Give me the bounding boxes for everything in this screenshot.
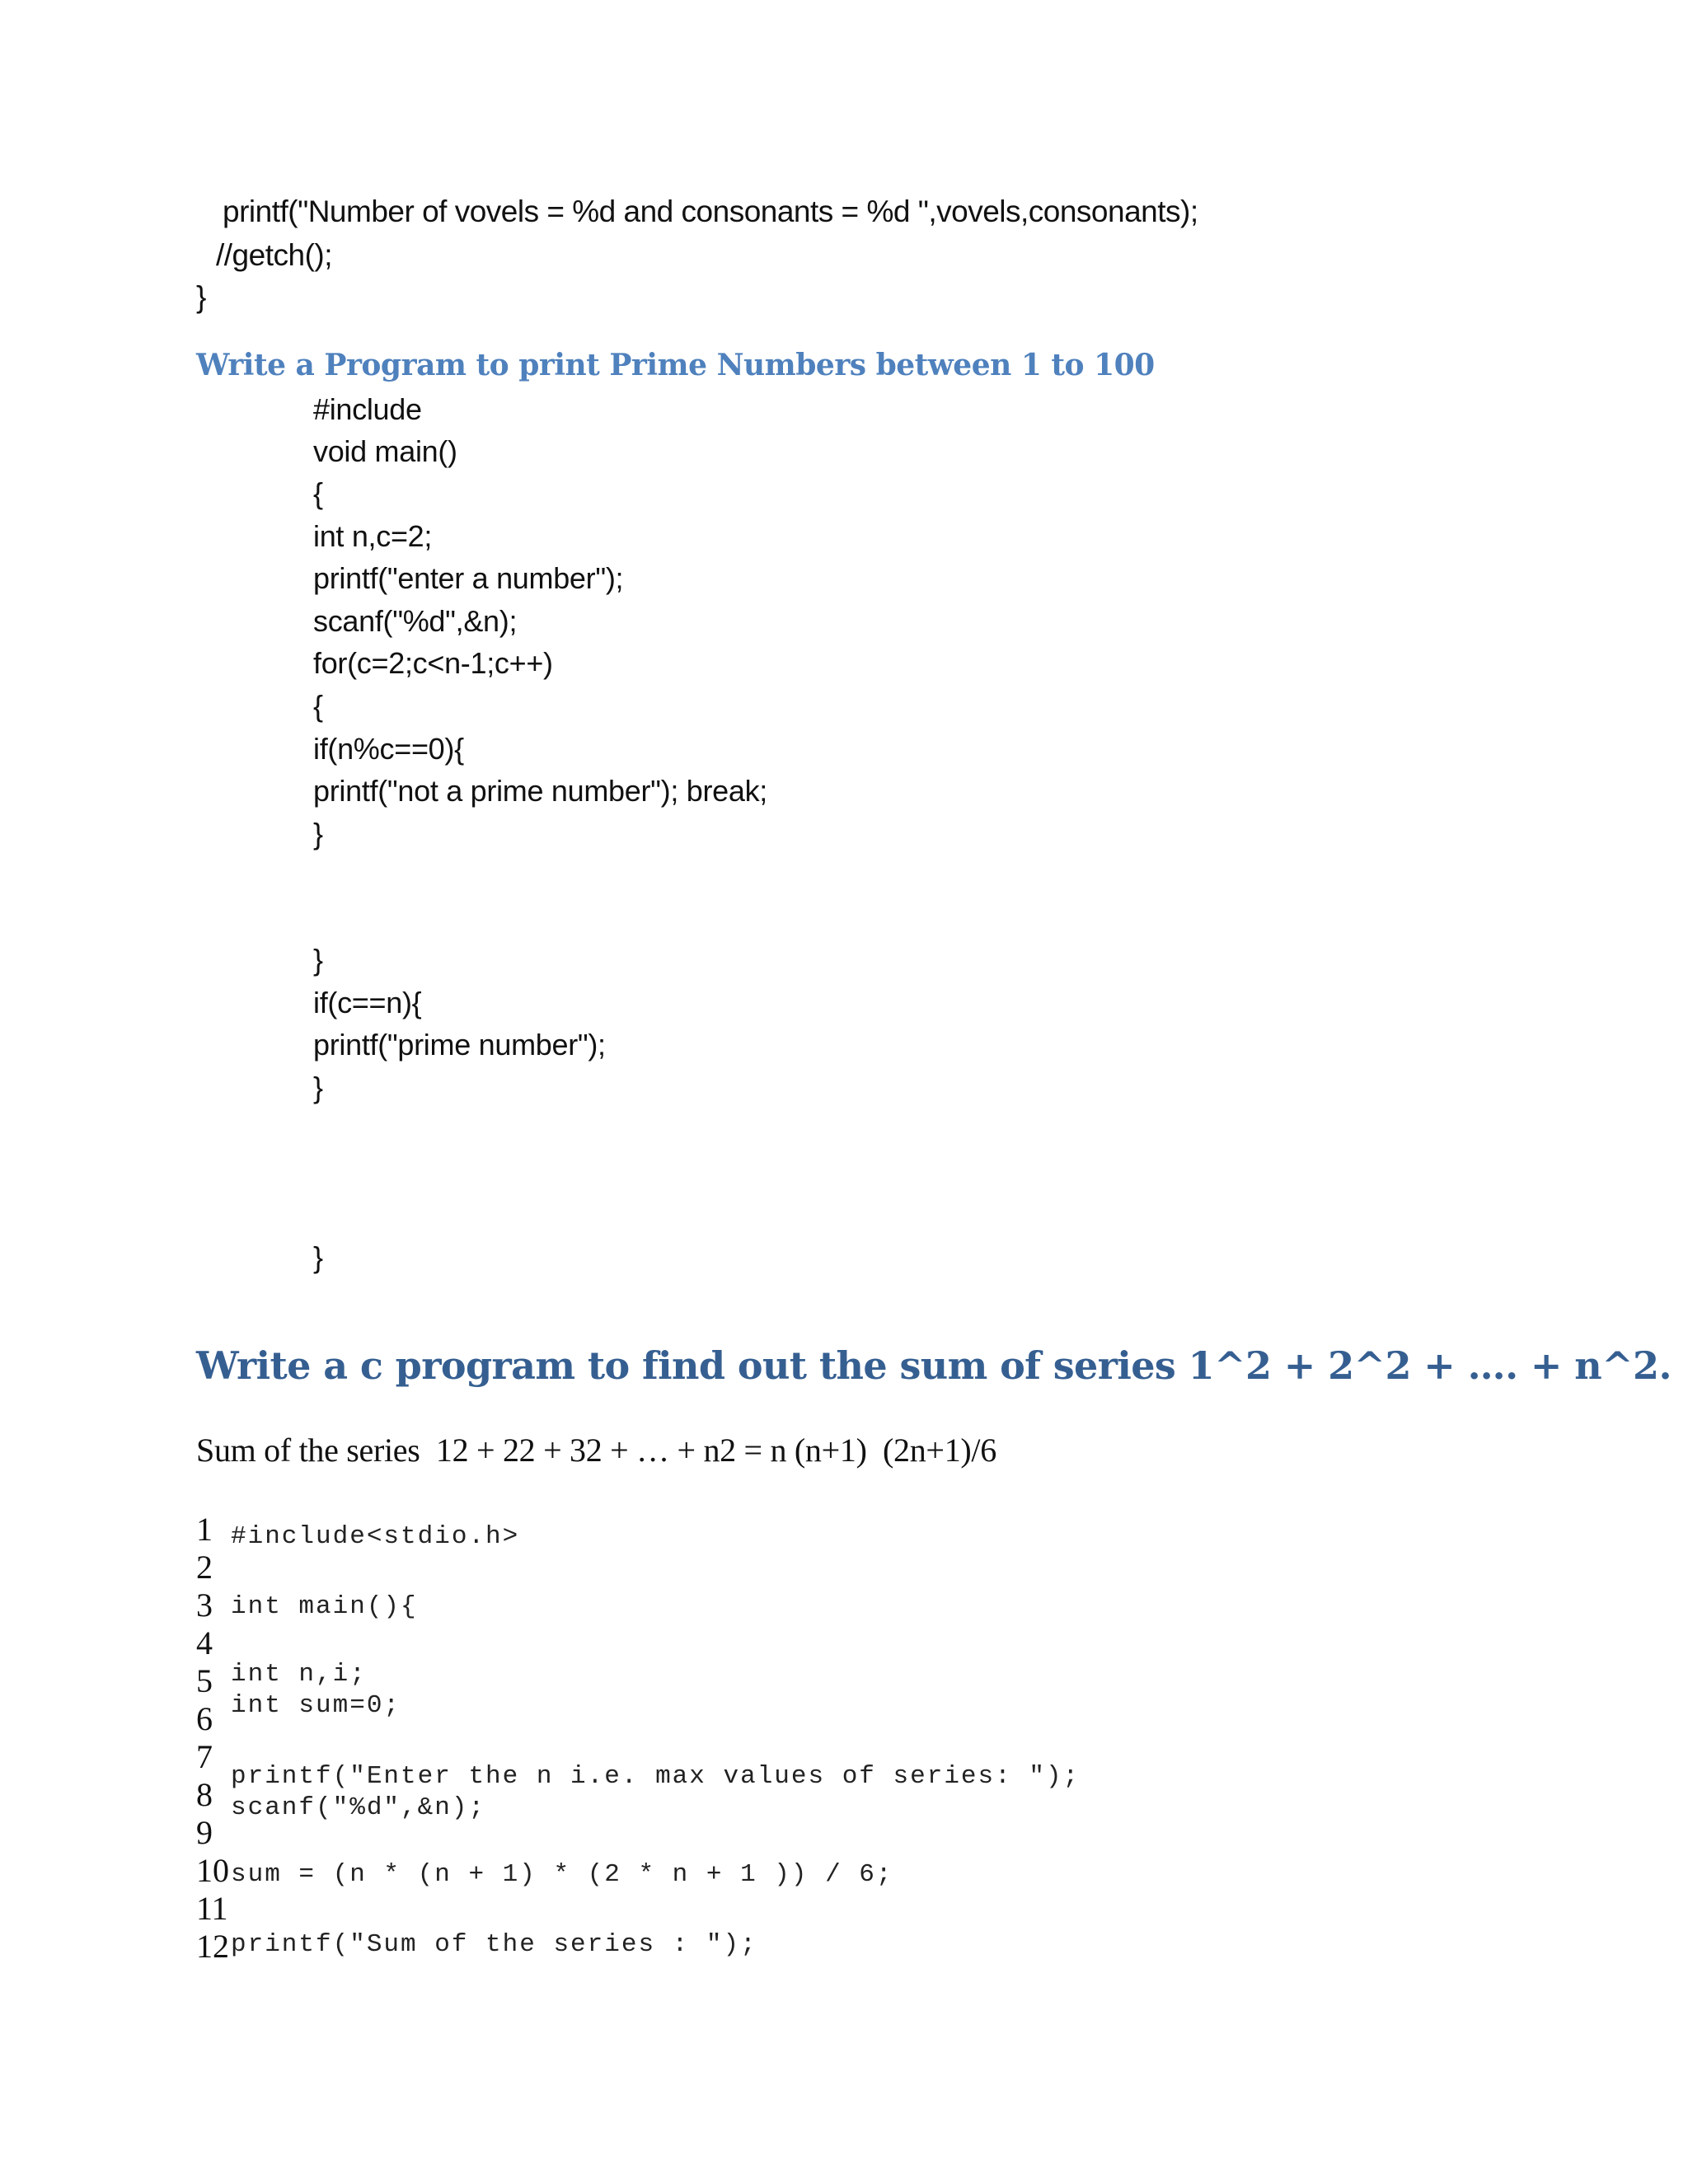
section-heading-series: Write a c program to find out the sum of series 1^2 + 2^2 + …. + n^2. <box>196 1343 1672 1388</box>
line-number: 2 <box>196 1549 213 1586</box>
code-line: int main(){ <box>231 1592 418 1621</box>
line-number: 5 <box>196 1662 213 1699</box>
code-line: void main() <box>313 434 457 468</box>
code-line: { <box>313 476 323 510</box>
line-number: 1 <box>196 1511 213 1548</box>
line-number: 3 <box>196 1586 213 1624</box>
line-number: 7 <box>196 1738 213 1775</box>
line-number: 10 <box>196 1852 229 1889</box>
code-line: printf("not a prime number"); break; <box>313 774 767 808</box>
code-line: } <box>313 1071 323 1104</box>
code-line: printf("Enter the n i.e. max values of series: "); <box>231 1762 1081 1791</box>
code-closing-brace: } <box>196 280 206 314</box>
code-line: #include<stdio.h> <box>231 1522 520 1551</box>
code-line: printf("enter a number"); <box>313 561 624 595</box>
line-number: 12 <box>196 1928 229 1965</box>
code-line: scanf("%d",&n); <box>313 604 518 638</box>
code-line: printf("Number of vovels = %d and consonants = %d ",vovels,consonants); <box>223 194 1198 228</box>
code-line: int sum=0; <box>231 1691 401 1720</box>
series-formula-text: Sum of the series 12 + 22 + 32 + … + n2 = n (n+1) (2n+1)/6 <box>196 1432 996 1469</box>
line-number: 4 <box>196 1624 213 1661</box>
code-line: int n,i; <box>231 1660 367 1689</box>
code-line: if(c==n){ <box>313 986 422 1019</box>
code-line: #include <box>313 392 422 426</box>
line-number: 6 <box>196 1700 213 1737</box>
code-line: } <box>313 943 323 977</box>
code-line: { <box>313 689 323 723</box>
code-comment: //getch(); <box>216 238 332 272</box>
section-heading-prime: Write a Program to print Prime Numbers between 1 to 100 <box>196 348 1155 382</box>
line-number: 8 <box>196 1776 213 1813</box>
code-line: for(c=2;c<n-1;c++) <box>313 646 553 680</box>
line-number: 9 <box>196 1814 213 1851</box>
code-line: printf("Sum of the series : "); <box>231 1930 757 1959</box>
line-number: 11 <box>196 1890 228 1927</box>
code-line: sum = (n * (n + 1) * (2 * n + 1 )) / 6; <box>231 1860 893 1889</box>
code-line: int n,c=2; <box>313 519 433 553</box>
code-line: scanf("%d",&n); <box>231 1793 486 1822</box>
code-line: if(n%c==0){ <box>313 732 464 766</box>
code-line: } <box>313 817 323 851</box>
code-line: } <box>313 1240 323 1274</box>
code-line: printf("prime number"); <box>313 1028 606 1062</box>
